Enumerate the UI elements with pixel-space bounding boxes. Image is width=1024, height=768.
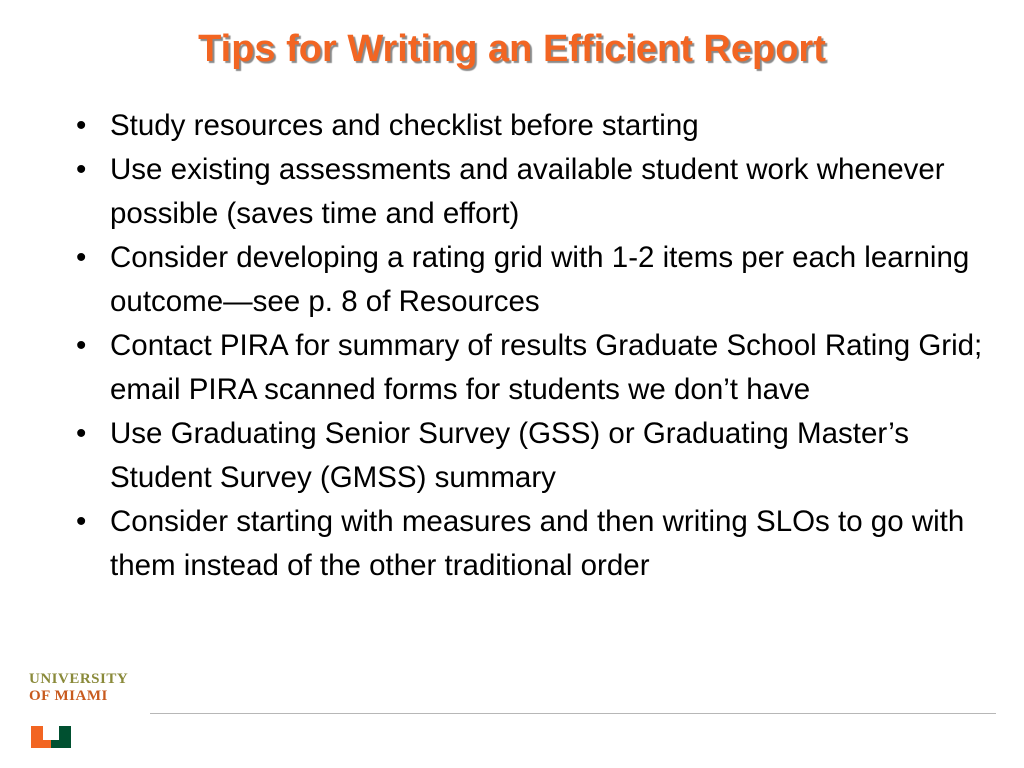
bullet-dot: • <box>76 417 87 450</box>
bullet-text: Study resources and checklist before starting <box>110 109 699 142</box>
university-logo <box>29 671 169 757</box>
bullet-dot: • <box>76 329 87 362</box>
bullet-item <box>74 236 1014 324</box>
bullet-text: Use existing assessments and available student work whenever possible (saves time and effort) <box>110 153 945 230</box>
footer-divider <box>150 713 996 714</box>
logo-line-of-miami: OF MIAMI <box>29 688 108 704</box>
u-logo-icon <box>29 723 85 751</box>
bullet-dot: • <box>76 241 87 274</box>
bullet-text: Consider developing a rating grid with 1-2 items per each learning outcome—see p. 8 of Resources <box>110 241 970 318</box>
bullet-item <box>74 104 1014 148</box>
bullet-item <box>74 412 1014 500</box>
bullet-item <box>74 500 1014 588</box>
bullet-text: Consider starting with measures and then writing SLOs to go with them instead of the other traditional order <box>110 505 965 582</box>
bullet-dot: • <box>76 109 87 142</box>
bullet-item <box>74 148 1014 236</box>
bullet-dot: • <box>76 505 87 538</box>
logo-line-university: UNIVERSITY <box>29 671 129 687</box>
bullet-dot: • <box>76 153 87 186</box>
bullet-text: Use Graduating Senior Survey (GSS) or Graduating Master’s Student Survey (GMSS) summary <box>110 417 910 494</box>
bullet-item <box>74 324 1014 412</box>
bullet-text: Contact PIRA for summary of results Graduate School Rating Grid; email PIRA scanned forms for students we don’t have <box>110 329 983 406</box>
slide-title: Tips for Writing an Efficient Report <box>198 28 826 70</box>
bullet-list <box>74 104 1014 588</box>
